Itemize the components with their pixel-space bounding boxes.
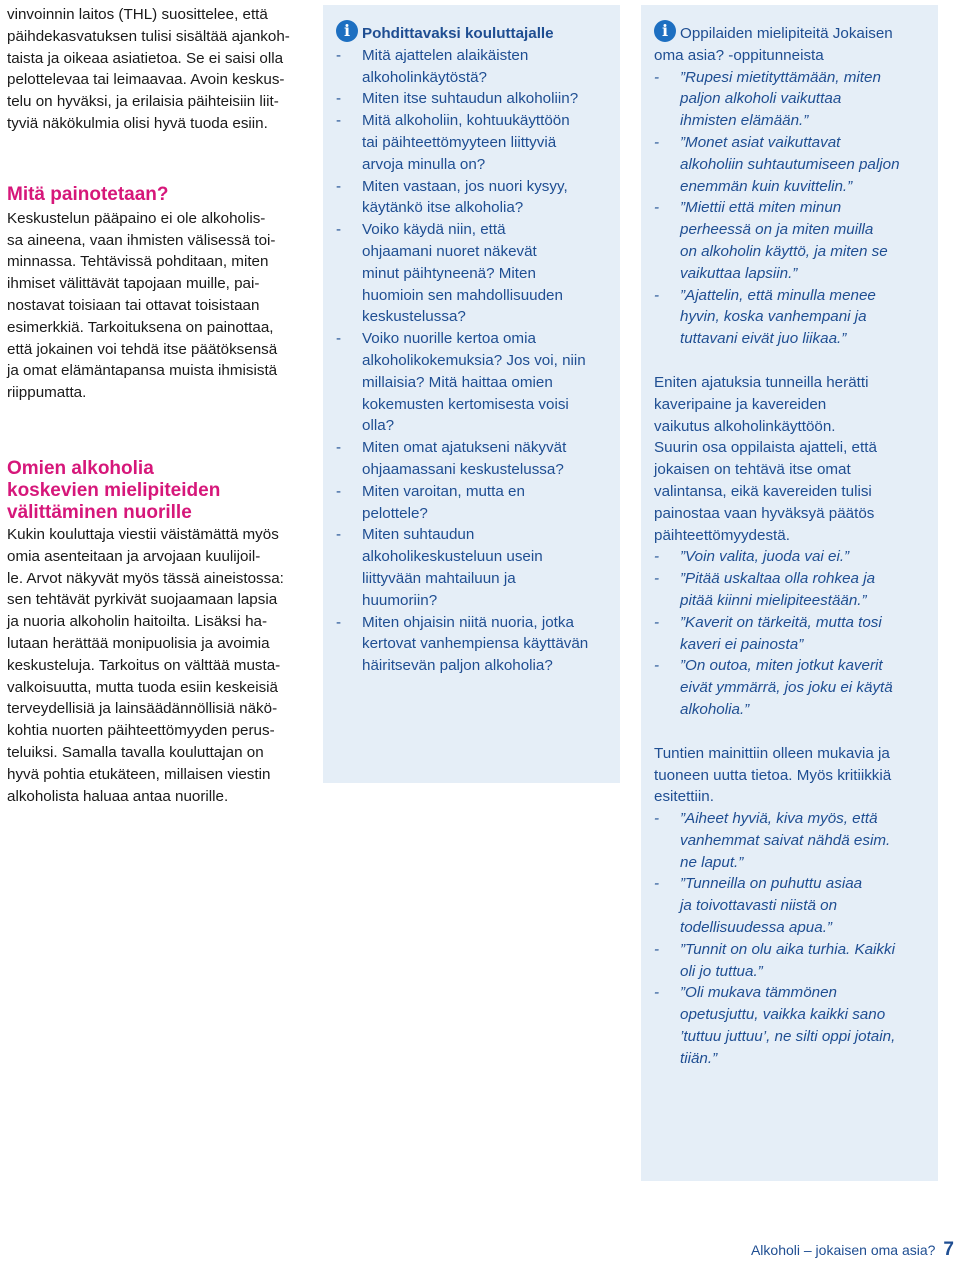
item-line: ”Rupesi mietityttämään, miten: [680, 68, 881, 86]
list-item: [336, 88, 610, 110]
page-footer: [751, 1239, 954, 1261]
item-line: ”Oli mukava tämmönen: [680, 984, 837, 1002]
box-heading: [336, 23, 610, 45]
list-item: [336, 328, 610, 437]
dash-bullet: -: [336, 613, 342, 631]
text-line: Keskustelun pääpaino ei ole alkoholis-: [7, 209, 266, 227]
list-item: [654, 939, 928, 983]
item-line: ”Aiheet hyviä, kiva myös, että: [680, 810, 878, 828]
list-item: [336, 524, 610, 611]
item-line: alkoholinkäytöstä?: [362, 68, 487, 86]
dash-bullet: -: [336, 330, 342, 348]
item-line: Mitä ajattelen alaikäisten: [362, 46, 529, 64]
item-line: ’tuttuu juttuu’, ne silti oppi jotain,: [680, 1028, 896, 1046]
dash-bullet: -: [654, 657, 660, 675]
text-line: vaikutus alkoholinkäyttöön.: [654, 417, 836, 435]
list-item: [336, 612, 610, 677]
text-line: Suurin osa oppilaista ajatteli, että: [654, 439, 877, 457]
box-heading: [654, 23, 928, 45]
text-line: omia asenteitaan ja arvojaan kuulijoil-: [7, 547, 261, 565]
dash-bullet: -: [654, 940, 660, 958]
dash-bullet: -: [654, 875, 660, 893]
box-heading-line: oma asia? -oppitunneista: [654, 46, 824, 64]
list-item: [336, 110, 610, 175]
item-line: tuttavani eivät juo liikaa.”: [680, 330, 847, 348]
item-line: ”Voin valita, juoda vai ei.”: [680, 548, 850, 566]
dash-bullet: -: [336, 439, 342, 457]
text-line: riippumatta.: [7, 384, 87, 402]
text-line: sa aineena, vaan ihmisten välisessä toi-: [7, 231, 276, 249]
item-line: alkoholiin suhtautumiseen paljon: [680, 155, 900, 173]
item-line: liittyvään mahtailuun ja: [362, 569, 516, 587]
list-item: [336, 481, 610, 525]
item-line: ja toivottavasti niistä on: [680, 897, 838, 915]
text-line: ihmiset välittävät tapojaan muille, pai-: [7, 275, 260, 293]
item-line: huumoriin?: [362, 591, 438, 609]
item-line: Voiko käydä niin, että: [362, 221, 506, 239]
item-line: tiiän.”: [680, 1049, 718, 1067]
item-line: häiritsevän paljon alkoholia?: [362, 657, 553, 675]
item-line: ”Tunneilla on puhuttu asiaa: [680, 875, 863, 893]
text-line: teluiksi. Samalla tavalla kouluttajan on: [7, 743, 264, 761]
dash-bullet: -: [654, 613, 660, 631]
list-item: [654, 655, 928, 720]
dash-bullet: -: [654, 133, 660, 151]
text-line: nostavat toisiaan tai ottavat toisistaan: [7, 296, 260, 314]
dash-bullet: -: [336, 177, 342, 195]
item-line: Miten varoitan, mutta en: [362, 482, 525, 500]
text-line: pelottelevaa tai leimaavaa. Avoin keskus-: [7, 71, 285, 89]
dash-bullet: -: [654, 286, 660, 304]
text-line: sen tehtävät pyrkivät suojaamaan lapsia: [7, 591, 278, 609]
trainer-reflection-box: [323, 5, 620, 783]
item-line: Miten omat ajatukseni näkyvät: [362, 439, 567, 457]
item-line: kertovat vanhempiensa käyttävän: [362, 635, 589, 653]
left-column: [7, 4, 307, 807]
footer-title: Alkoholi – jokaisen oma asia?: [750, 1242, 936, 1258]
list-item: [336, 219, 610, 328]
text-line: Kukin kouluttaja viestii väistämättä myös: [7, 525, 279, 543]
question-list: [336, 45, 610, 677]
item-line: Mitä alkoholiin, kohtuukäyttöön: [362, 112, 570, 130]
item-line: opetusjuttu, vaikka kaikki sano: [680, 1006, 886, 1024]
item-line: hyvin, koska vanhempani ja: [680, 308, 867, 326]
section-heading-mielipiteet: [7, 458, 307, 524]
item-line: arvoja minulla on?: [362, 155, 486, 173]
item-line: vaikuttaa lapsiin.”: [680, 264, 798, 282]
text-line: lutaan herättää monipuolisia ja avoimia: [7, 634, 270, 652]
page-number: 7: [943, 1239, 954, 1260]
info-icon: i: [654, 20, 676, 42]
text-line: ja omat elämäntapansa muista ihmisistä: [7, 362, 278, 380]
text-line: jokaisen on tehtävä itse omat: [654, 461, 851, 479]
item-line: millaisia? Mitä haittaa omien: [362, 373, 553, 391]
dash-bullet: -: [336, 221, 342, 239]
text-line: esitettiin.: [654, 788, 714, 806]
item-line: ”Tunnit on olu aika turhia. Kaikki: [680, 940, 895, 958]
item-line: oli jo tuttua.”: [680, 962, 763, 980]
dash-bullet: -: [336, 482, 342, 500]
paragraph: [654, 372, 928, 546]
list-item: [336, 176, 610, 220]
dash-bullet: -: [336, 112, 342, 130]
item-line: paljon alkoholi vaikuttaa: [680, 90, 842, 108]
text-line: telu on hyväksi, ja erilaisia päihteisiin liit-: [7, 93, 279, 111]
text-line: Tuntien mainittiin olleen mukavia ja: [654, 744, 890, 762]
text-line: että jokainen voi tehdä itse päätöksensä: [7, 340, 278, 358]
list-item: [654, 982, 928, 1069]
quote-list: [654, 67, 928, 350]
text-line: kaveripaine ja kavereiden: [654, 395, 827, 413]
item-line: ohjaamani nuoret näkevät: [362, 242, 537, 260]
item-line: Miten vastaan, jos nuori kysyy,: [362, 177, 568, 195]
heading-line: koskevien mielipiteiden: [7, 479, 221, 501]
text-line: päihteettömyydestä.: [654, 526, 790, 544]
text-line: painostaa vaan hyväksyä päätös: [654, 504, 875, 522]
item-line: ohjaamassani keskustelussa?: [362, 460, 564, 478]
text-line: Eniten ajatuksia tunneilla herätti: [654, 373, 869, 391]
dash-bullet: -: [654, 810, 660, 828]
heading-line: Omien alkoholia: [7, 457, 154, 479]
quote-list: [654, 808, 928, 1070]
item-line: ”Kaverit on tärkeitä, mutta tosi: [680, 613, 882, 631]
text-line: alkoholista haluaa antaa nuorille.: [7, 787, 229, 805]
list-item: [654, 132, 928, 197]
item-line: olla?: [362, 417, 395, 435]
text-line: valintansa, eikä kavereiden tulisi: [654, 482, 872, 500]
item-line: on alkoholin käyttö, ja miten se: [680, 242, 888, 260]
heading-line: välittäminen nuorille: [7, 501, 192, 523]
list-item: [654, 67, 928, 132]
item-line: Miten itse suhtaudun alkoholiin?: [362, 90, 579, 108]
intro-text: [7, 4, 307, 135]
section2-text: [7, 524, 307, 807]
text-line: tuoneen uutta tietoa. Myös kritiikkiä: [654, 766, 892, 784]
text-line: tyviä näkökulmia olisi hyvä tuoda esiin.: [7, 114, 268, 132]
text-line: päihdekasvatuksen tulisi sisältää ajankoh-: [7, 27, 290, 45]
paragraph: [654, 743, 928, 808]
item-line: Miten ohjaisin niitä nuoria, jotka: [362, 613, 574, 631]
list-item: [654, 808, 928, 873]
dash-bullet: -: [654, 984, 660, 1002]
section1-text: [7, 208, 307, 404]
item-line: ”Ajattelin, että minulla menee: [680, 286, 876, 304]
item-line: käytänkö itse alkoholia?: [362, 199, 524, 217]
item-line: ihmisten elämään.”: [680, 112, 809, 130]
item-line: ”On outoa, miten jotkut kaverit: [680, 657, 883, 675]
item-line: ne laput.”: [680, 853, 744, 871]
item-line: keskustelussa?: [362, 308, 466, 326]
text-line: terveydellisiä ja lainsäädännöllisiä näkö-: [7, 700, 278, 718]
text-line: valkoisuutta, mutta tuoda esiin keskeisiä: [7, 678, 278, 696]
item-line: pitää kiinni mielipiteestään.”: [680, 591, 867, 609]
box-heading-line: Oppilaiden mielipiteitä Jokaisen: [680, 25, 893, 42]
dash-bullet: -: [336, 46, 342, 64]
text-line: esimerkkiä. Tarkoituksena on painottaa,: [7, 318, 274, 336]
item-line: alkoholikeskusteluun usein: [362, 548, 543, 566]
list-item: [654, 197, 928, 284]
info-icon: i: [336, 20, 358, 42]
text-line: minnassa. Tehtävissä pohditaan, miten: [7, 253, 269, 271]
text-line: vinvoinnin laitos (THL) suosittelee, että: [7, 6, 268, 23]
item-line: kaveri ei painosta”: [680, 635, 804, 653]
item-line: ”Pitää uskaltaa olla rohkea ja: [680, 570, 876, 588]
item-line: todellisuudessa apua.”: [680, 919, 832, 937]
item-line: pelottele?: [362, 504, 428, 522]
dash-bullet: -: [654, 548, 660, 566]
list-item: [336, 437, 610, 481]
quote-list: [654, 546, 928, 720]
item-line: tai päihteettömyyteen liittyviä: [362, 133, 557, 151]
dash-bullet: -: [654, 199, 660, 217]
text-line: taista ja oikeaa asiatietoa. Se ei saisi olla: [7, 49, 284, 67]
item-line: alkoholikokemuksia? Jos voi, niin: [362, 351, 586, 369]
item-line: kokemusten kertomisesta voisi: [362, 395, 569, 413]
item-line: ”Miettii että miten minun: [680, 199, 842, 217]
list-item: [654, 546, 928, 568]
list-item: [336, 45, 610, 89]
item-line: ”Monet asiat vaikuttavat: [680, 133, 841, 151]
item-line: vanhemmat saivat nähdä esim.: [680, 831, 891, 849]
item-line: alkoholia.”: [680, 700, 750, 718]
item-line: enemmän kuin kuvittelin.”: [680, 177, 853, 195]
text-line: ja nuoria alkoholin haitoilta. Lisäksi ha-: [7, 613, 268, 631]
dash-bullet: -: [654, 68, 660, 86]
list-item: [654, 568, 928, 612]
dash-bullet: -: [336, 90, 342, 108]
text-line: kohtia nuorten päihteettömyyden perus-: [7, 722, 275, 740]
section-heading-painotetaan: Mitä painotetaan?: [7, 183, 169, 205]
dash-bullet: -: [654, 570, 660, 588]
text-line: keskusteluja. Tarkoitus on välttää musta-: [7, 656, 281, 674]
item-line: minut päihtyneenä? Miten: [362, 264, 536, 282]
list-item: [654, 612, 928, 656]
item-line: eivät ymmärrä, jos joku ei käytä: [680, 679, 893, 697]
item-line: perheessä on ja miten muilla: [680, 221, 874, 239]
item-line: Voiko nuorille kertoa omia: [362, 330, 536, 348]
item-line: Miten suhtaudun: [362, 526, 475, 544]
box-heading-text: Pohdittavaksi kouluttajalle: [362, 25, 554, 42]
list-item: [654, 873, 928, 938]
text-line: le. Arvot näkyvät myös tässä aineistossa:: [7, 569, 284, 587]
list-item: [654, 285, 928, 350]
dash-bullet: -: [336, 526, 342, 544]
student-opinions-box: [641, 5, 938, 1181]
item-line: huomioin sen mahdollisuuden: [362, 286, 563, 304]
text-line: hyvä pohtia etukäteen, millaisen viestin: [7, 765, 271, 783]
